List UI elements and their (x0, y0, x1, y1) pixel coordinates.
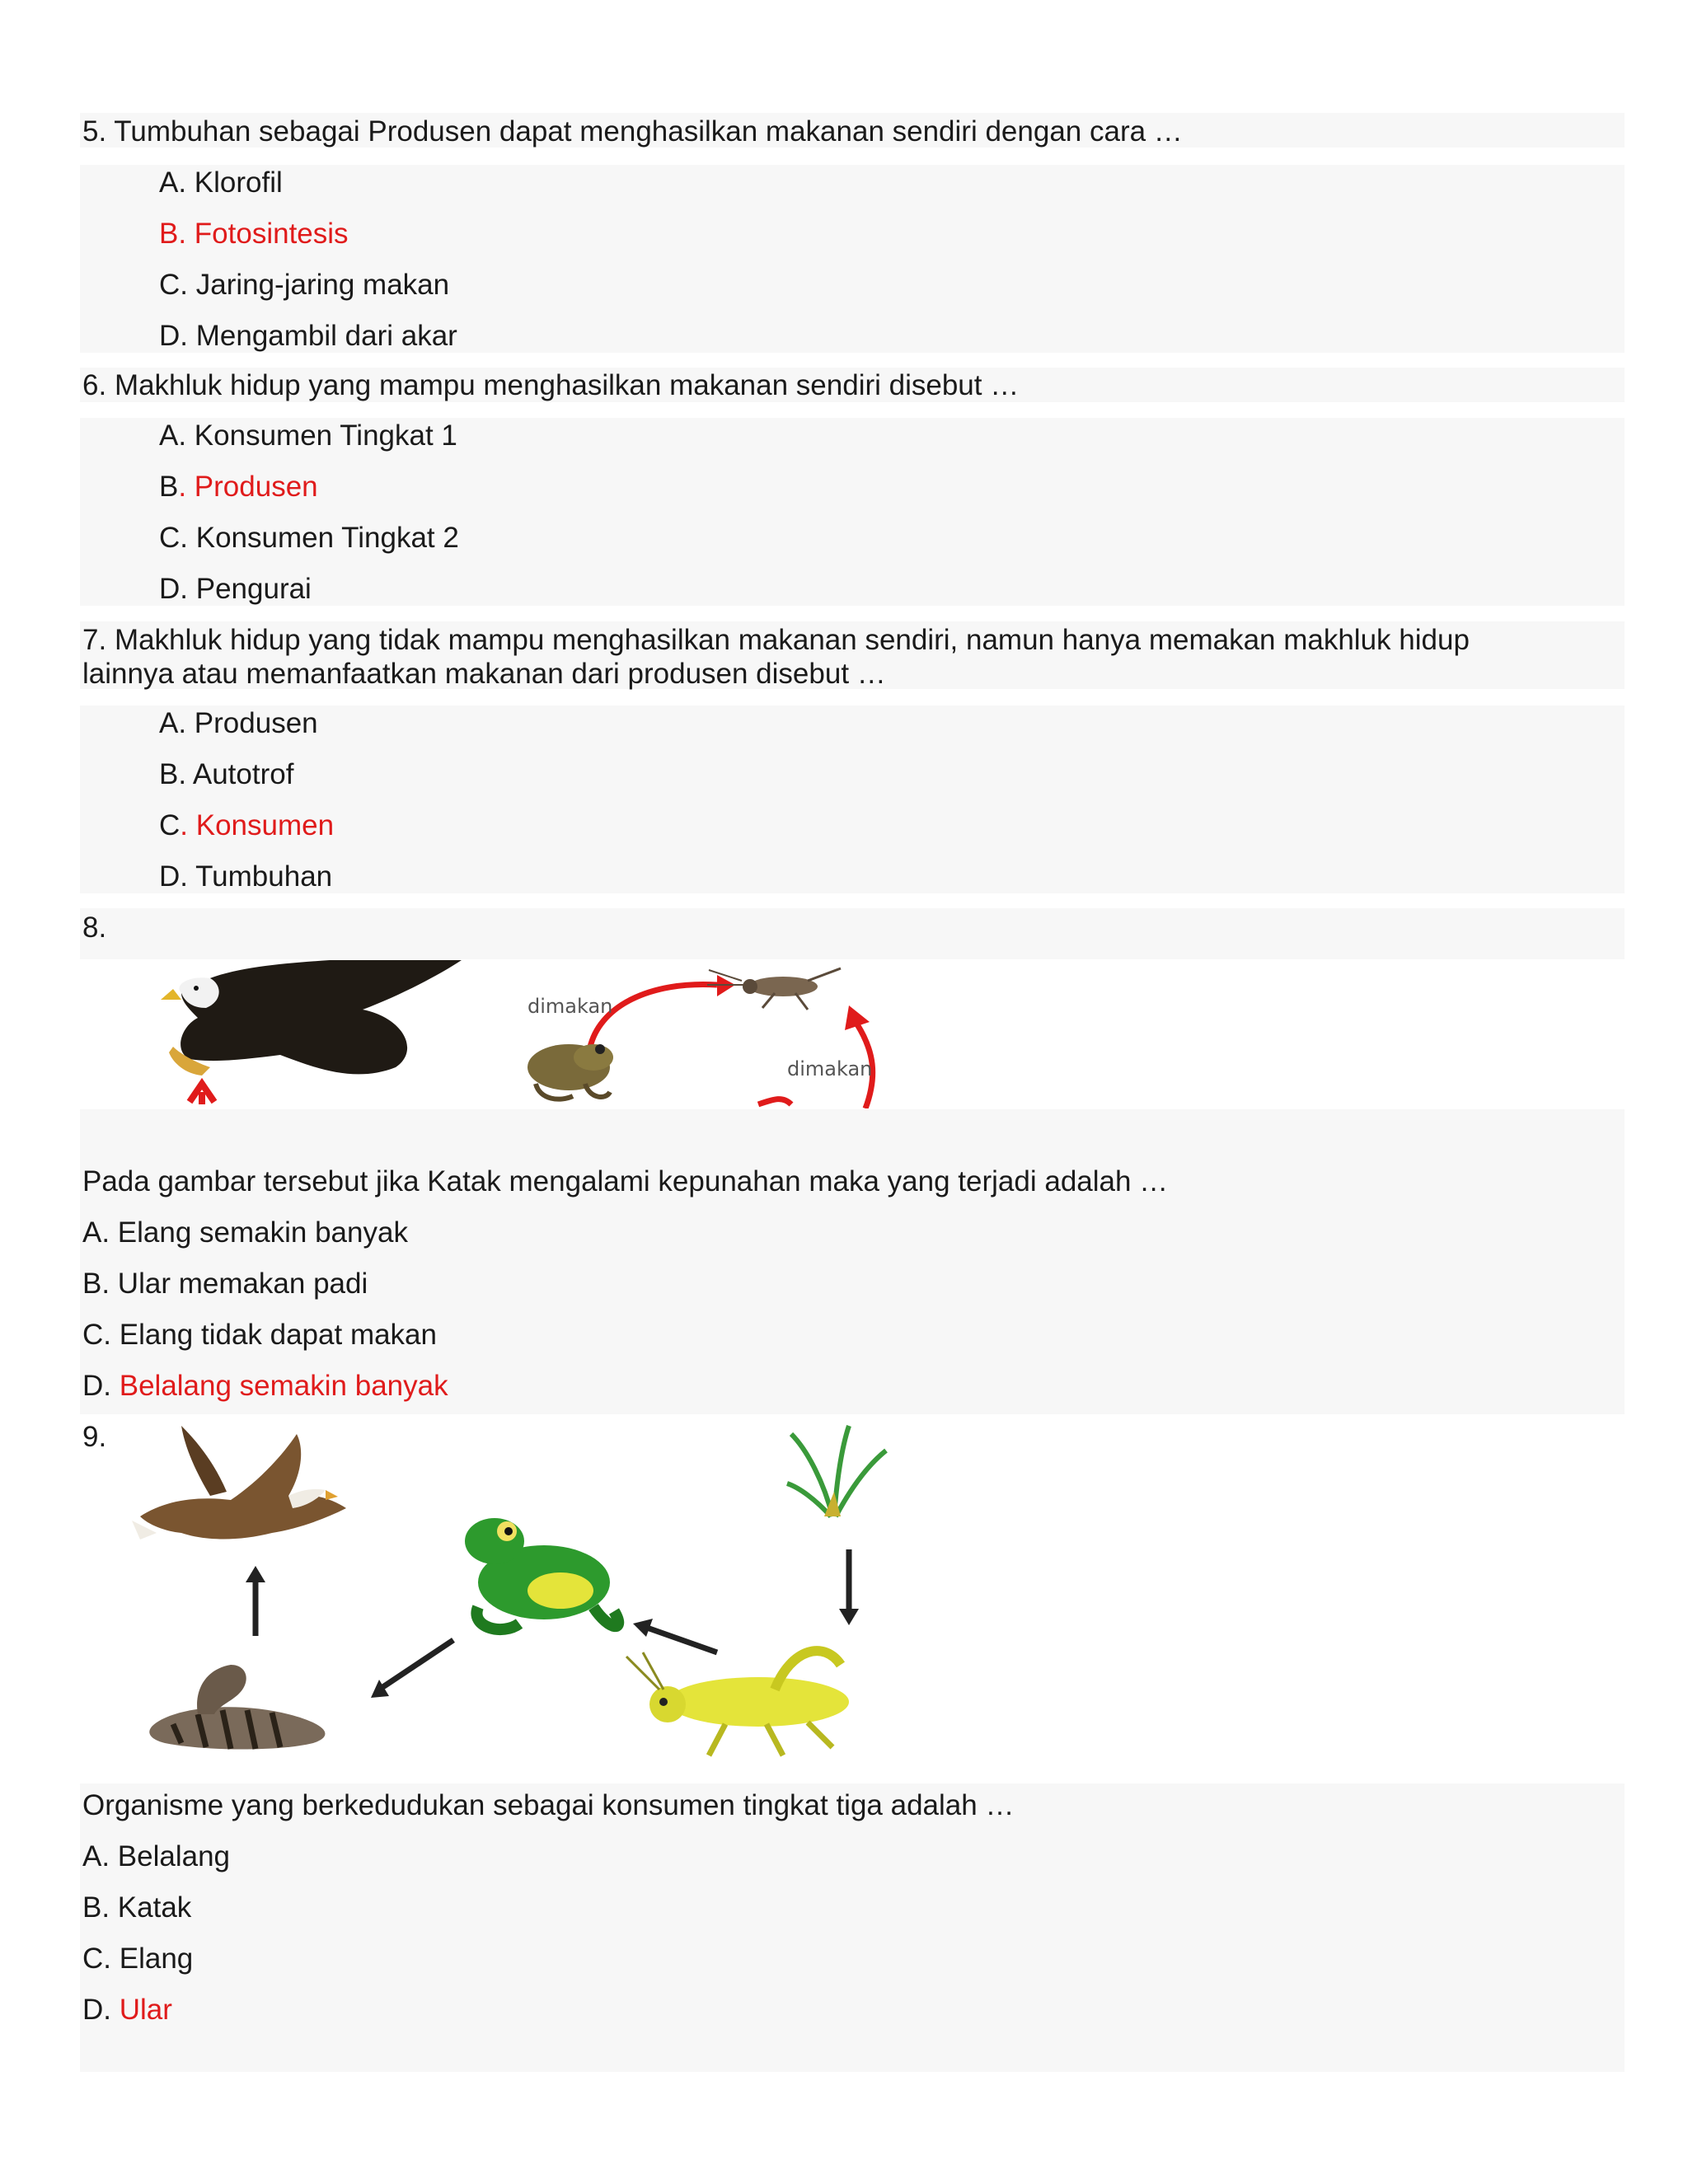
question-prompt: Makhluk hidup yang mampu menghasilkan makanan sendiri disebut … (114, 369, 1020, 401)
question-7-text (82, 623, 1470, 658)
food-chain-figure-2 (115, 1418, 940, 1780)
label-dimakan-1: dimakan (528, 995, 613, 1018)
question-9-number: 9. (82, 1421, 107, 1453)
q5-option-b[interactable]: B. Fotosintesis (159, 218, 349, 250)
question-9-text-bg (80, 1783, 1625, 2072)
q9-option-c[interactable]: C. Elang (82, 1943, 194, 1975)
q7-option-c[interactable]: C. Konsumen (159, 809, 335, 841)
q6-option-d[interactable]: D. Pengurai (159, 573, 312, 605)
q9-option-a[interactable]: A. Belalang (82, 1840, 231, 1872)
snake-icon (149, 1665, 325, 1750)
q6-option-c[interactable]: C. Konsumen Tingkat 2 (159, 522, 459, 554)
grasshopper-icon (626, 1651, 849, 1755)
q9-option-d[interactable]: D. Ular (82, 1994, 172, 2026)
question-number: 7. (82, 624, 107, 656)
q5-option-c[interactable]: C. Jaring-jaring makan (159, 269, 450, 301)
frog-icon (465, 1518, 618, 1629)
question-number: 5. (82, 115, 107, 148)
q9-option-b[interactable]: B. Katak (82, 1891, 192, 1924)
q8-option-b[interactable]: B. Ular memakan padi (82, 1268, 368, 1300)
arrow-left-down-icon (379, 1640, 453, 1690)
question-number: 6. (82, 369, 107, 401)
q7-option-a[interactable]: A. Produsen (159, 707, 318, 739)
food-chain-figure-1 (124, 960, 931, 1108)
arrow-left-up-icon (647, 1628, 717, 1652)
question-9-text: Organisme yang berkedudukan sebagai konsumen tingkat tiga adalah … (82, 1789, 1015, 1821)
eagle-icon (132, 1426, 346, 1540)
question-5-text (82, 115, 1183, 149)
question-prompt: Makhluk hidup yang tidak mampu menghasilkan makanan sendiri, namun hanya memakan makhluk hidup (114, 624, 1470, 656)
q6-option-a[interactable]: A. Konsumen Tingkat 1 (159, 419, 457, 452)
question-7-text-line2: lainnya atau memanfaatkan makanan dari produsen disebut … (82, 658, 886, 690)
q6-option-b[interactable]: B. Produsen (159, 471, 318, 503)
question-8-bg (80, 908, 1625, 959)
q8-option-a[interactable]: A. Elang semakin banyak (82, 1216, 408, 1249)
q5-option-a[interactable]: A. Klorofil (159, 166, 283, 199)
grass-icon (787, 1426, 886, 1516)
q7-option-d[interactable]: D. Tumbuhan (159, 860, 333, 893)
q8-option-d[interactable]: D. Belalang semakin banyak (82, 1370, 448, 1402)
q8-option-c[interactable]: C. Elang tidak dapat makan (82, 1319, 437, 1351)
q5-option-d[interactable]: D. Mengambil dari akar (159, 320, 457, 352)
label-dimakan-2: dimakan (787, 1057, 873, 1080)
question-8-text: Pada gambar tersebut jika Katak mengalami kepunahan maka yang terjadi adalah … (82, 1165, 1169, 1197)
question-prompt: Tumbuhan sebagai Produsen dapat menghasilkan makanan sendiri dengan cara … (114, 115, 1183, 148)
question-6-text (82, 368, 1019, 403)
q7-option-b[interactable]: B. Autotrof (159, 758, 294, 790)
question-8-number: 8. (82, 912, 107, 944)
